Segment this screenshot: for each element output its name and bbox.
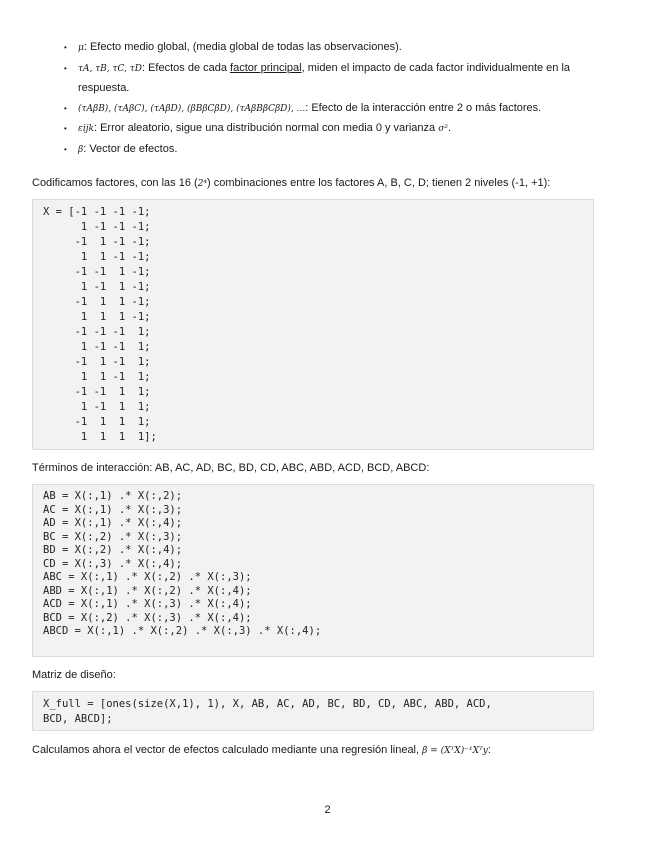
code-line: CD = X(:,3) .* X(:,4); (43, 557, 183, 570)
code-line: -1 1 -1 -1; (43, 236, 151, 248)
code-line: BCD = X(:,2) .* X(:,3) .* X(:,4); (43, 611, 252, 624)
code-block-design[interactable] (32, 691, 594, 731)
code-line: 1 -1 1 -1; (43, 281, 151, 293)
bullet-text: : Efectos de cada (141, 61, 231, 74)
list-item (64, 59, 624, 99)
code-line: X = [-1 -1 -1 -1; (43, 206, 151, 218)
paragraph-regression: Calculamos ahora el vector de efectos calculado mediante una regresión lineal, β = (XᵀX)⁻¹Xᵀy: (32, 744, 491, 756)
code-line: X_full = [ones(size(X,1), 1), X, AB, AC, AD, BC, BD, CD, ABC, ABD, ACD, (43, 698, 492, 710)
code-line: 1 -1 -1 -1; (43, 221, 151, 233)
math-mu: μ (78, 43, 84, 53)
math-epsilon: εijk (78, 124, 94, 134)
page-number: 2 (324, 804, 331, 816)
list-item (64, 38, 624, 59)
list-item (64, 140, 624, 161)
bullet-text: , miden el impacto de cada factor individualmente en la respuesta. (78, 61, 571, 94)
paragraph-design-matrix: Matriz de diseño: (32, 669, 116, 681)
bullet-text: : Efecto medio global, (media global de todas las observaciones). (83, 41, 402, 53)
code-line: 1 1 -1 1; (43, 371, 151, 383)
code-line: 1 -1 1 1; (43, 401, 151, 413)
code-line: AB = X(:,1) .* X(:,2); (43, 490, 183, 502)
code-line: -1 1 1 1; (43, 416, 151, 428)
code-line: 1 1 1 -1; (43, 311, 151, 323)
code-line: AD = X(:,1) .* X(:,4); (43, 517, 183, 529)
definitions-list (64, 38, 624, 160)
code-line: -1 1 -1 1; (43, 356, 151, 368)
code-line: BD = X(:,2) .* X(:,4); (43, 544, 183, 556)
bullet-text: . (447, 122, 452, 134)
math-sigma: σ² (438, 124, 448, 134)
code-line: 1 1 1 1]; (43, 431, 157, 443)
code-line: BCD, ABCD]; (43, 713, 113, 725)
code-line: ABCD = X(:,1) .* X(:,2) .* X(:,3) .* X(:,4); (43, 625, 322, 637)
list-item (64, 99, 624, 120)
code-line: 1 -1 -1 1; (43, 341, 151, 353)
code-block-matrix[interactable] (32, 199, 594, 450)
paragraph-factors: Codificamos factores, con las 16 (2⁴) combinaciones entre los factores A, B, C, D; tienen 2 niveles (-1, +1): (32, 177, 551, 189)
code-line: -1 1 1 -1; (43, 296, 151, 308)
code-line: ABC = X(:,1) .* X(:,2) .* X(:,3); (43, 571, 252, 583)
code-line: -1 -1 1 -1; (43, 266, 151, 278)
paragraph-interactions: Términos de interacción: AB, AC, AD, BC, BD, CD, ABC, ABD, ACD, BCD, ABCD: (32, 462, 430, 474)
bullet-text: : Vector de efectos. (83, 142, 178, 155)
math-interactions: (τAβB), (τAβC), (τAβD), (βBβCβD), (τAβBβCβD), ... (78, 103, 306, 114)
code-line: AC = X(:,1) .* X(:,3); (43, 503, 183, 516)
bullet-text: : Error aleatorio, sigue una distribución normal con media 0 y varianza (93, 122, 439, 134)
code-block-interactions[interactable] (32, 484, 594, 657)
code-line: ACD = X(:,1) .* X(:,3) .* X(:,4); (43, 598, 252, 610)
code-line: BC = X(:,2) .* X(:,3); (43, 530, 183, 543)
math-tau: τA, τB, τC, τD (78, 63, 142, 74)
list-item (64, 119, 624, 140)
code-line: -1 -1 -1 1; (43, 326, 151, 338)
code-line: -1 -1 1 1; (43, 386, 151, 398)
math-regression-formula: β = (XᵀX)⁻¹Xᵀy (422, 746, 488, 756)
factor-principal-link[interactable]: factor principal (230, 61, 302, 74)
code-line: ABD = X(:,1) .* X(:,2) .* X(:,4); (43, 584, 252, 597)
math-beta: β (78, 144, 84, 155)
bullet-text: : Efecto de la interacción entre 2 o más factores. (305, 101, 542, 114)
code-line: 1 1 -1 -1; (43, 251, 151, 263)
